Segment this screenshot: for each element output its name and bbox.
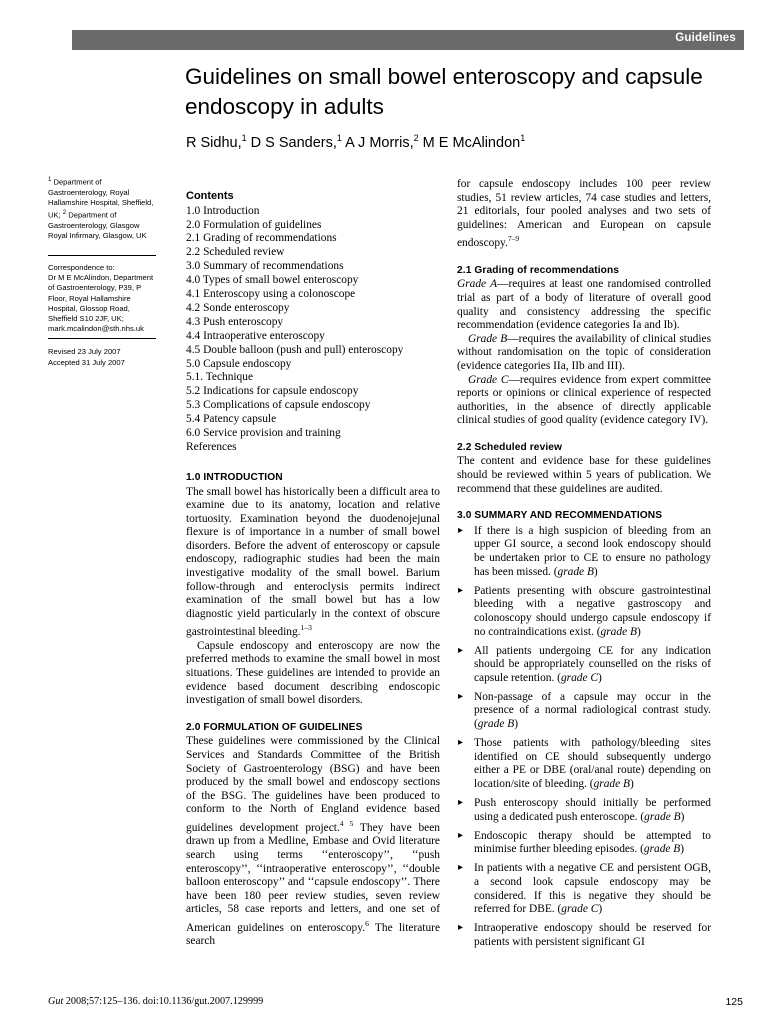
header-band-label: Guidelines xyxy=(675,32,736,44)
toc-item[interactable]: 1.0 Introduction xyxy=(186,204,260,217)
recommendation-item: ▸ Endoscopic therapy should be attempted to minimise further bleeding episodes. (grade B) xyxy=(457,830,711,857)
grade-b-paragraph: Grade B—requires the availability of clinical studies without randomisation on the topic of consideration (evidence categories IIa, IIb and III). xyxy=(457,332,712,372)
page-footer xyxy=(48,996,748,1007)
toc-item[interactable]: 5.4 Patency capsule xyxy=(186,413,277,426)
formulation-paragraph-continued: for capsule endoscopy includes 100 peer review studies, 51 review articles, 74 case studies and letters, 21 editorials, four pooled analyses and two sets of guidelines: American and European on capsule endoscopy.$^{7-9}$ xyxy=(457,178,711,250)
affiliation-block: $^1$ Department of Gastroenterology, Royal Hallamshire Hospital, Sheffield, UK; $^2$ Department of Gastroenterology, Glasgow Royal Infirmary, Glasgow, UK xyxy=(48,177,154,241)
toc-item[interactable]: 4.4 Intraoperative enteroscopy xyxy=(186,329,325,342)
toc-item[interactable]: 4.1 Enteroscopy using a colonoscope xyxy=(186,288,356,301)
toc-item[interactable]: 2.1 Grading of recommendations xyxy=(186,232,337,245)
recommendation-item: ▸ All patients undergoing CE for any indication should be appropriately counselled on the risks of capsule retention. (grade C) xyxy=(457,645,711,686)
recommendation-list xyxy=(457,525,711,950)
toc-item[interactable]: 4.2 Sonde enteroscopy xyxy=(186,301,290,314)
author-list: R Sidhu,$^1$ D S Sanders,$^1$ A J Morris,$^2$ M E McAlindon$^1$ xyxy=(186,133,526,151)
grade-a-paragraph: Grade A—requires at least one randomised controlled trial as part of a body of literature of overall good quality and consistency addressing the specific recommendation (evidence categories Ia and Ib). xyxy=(457,278,711,332)
toc-item[interactable]: 2.0 Formulation of guidelines xyxy=(186,218,322,231)
history-dates xyxy=(48,346,160,368)
toc-item[interactable]: References xyxy=(186,441,237,453)
recommendation-item: ▸ Non-passage of a capsule may occur in the presence of a normal radiological contrast study. (grade B) xyxy=(457,691,711,732)
toc-item[interactable]: 5.3 Complications of capsule endoscopy xyxy=(186,399,371,412)
toc-item[interactable]: 3.0 Summary of recommendations xyxy=(186,260,344,273)
recommendation-item: ▸ Patients presenting with obscure gastrointestinal bleeding with a negative gastroscopy and colonoscopy should undergo capsule endoscopy if no contraindications exist. (grade B) xyxy=(457,585,711,639)
recommendation-item: ▸ Push enteroscopy should initially be performed using a dedicated push enteroscope. (grade B) xyxy=(457,797,711,824)
toc-item[interactable]: 5.0 Capsule endoscopy xyxy=(186,357,292,370)
intro-paragraph-2: Capsule endoscopy and enteroscopy are now the preferred methods to examine the small bowel in most situations. These guidelines are intended to provide an evidence based document describing endoscopic investigation of small bowel disorders. xyxy=(186,639,440,707)
contents-heading: Contents xyxy=(186,190,234,202)
column-left xyxy=(186,190,440,949)
recommendation-item: ▸ In patients with a negative CE and persistent OGB, a second look capsule endoscopy may be considered. If this is negative they should be referred for DBE. (grade C) xyxy=(457,862,711,916)
toc-item[interactable]: 4.3 Push enteroscopy xyxy=(186,315,284,328)
table-of-contents xyxy=(186,205,440,455)
accepted-date: Accepted 31 July 2007 xyxy=(48,358,125,367)
intro-paragraph-1: The small bowel has historically been a difficult area to examine due to its anatomy, location and relative tortuosity. Examination beyond the duodenojejunal flexure is of importance in a number of small bowel disorders. Before the advent of enteroscopy or capsule endoscopy, radiographic studies had been the main investigative modality of the small bowel. Barium follow-through and enteroclysis permits indirect examination of the small bowel but has a low diagnostic yield particularly in the context of obscure gastrointestinal bleeding.$^{1-3}$ xyxy=(186,485,440,639)
journal-name: Gut xyxy=(48,996,64,1007)
correspondence-block xyxy=(48,263,160,334)
page-title: Guidelines on small bowel enteroscopy and capsule endoscopy in adults xyxy=(185,64,703,119)
revised-date: Revised 23 July 2007 xyxy=(48,347,121,356)
toc-item[interactable]: 5.2 Indications for capsule endoscopy xyxy=(186,385,359,398)
correspondence-address: Dr M E McAlindon, Department of Gastroenterology, P39, P Floor, Royal Hallamshire Hospital, Glossop Road, Sheffield S10 2JF, UK; mark.mcalindon@sth.nhs.uk xyxy=(48,273,154,334)
margin-divider-2 xyxy=(48,338,156,339)
recommendation-item: ▸ Those patients with pathology/bleeding sites identified on CE should subsequently undergo either a PE or DBE (oral/anal route) depending on location/site of bleeding. (grade B) xyxy=(457,737,711,791)
header-band xyxy=(72,30,744,50)
section-heading-grading: 2.1 Grading of recommendations xyxy=(457,264,620,276)
journal-citation: 2008;57:125–136. doi:10.1136/gut.2007.129999 xyxy=(65,996,264,1007)
section-heading-summary: 3.0 SUMMARY AND RECOMMENDATIONS xyxy=(457,510,663,522)
section-heading-formulation: 2.0 FORMULATION OF GUIDELINES xyxy=(186,721,363,733)
margin-divider-1 xyxy=(48,255,156,256)
correspondence-label: Correspondence to: xyxy=(48,263,115,272)
toc-item[interactable]: 6.0 Service provision and training xyxy=(186,427,341,440)
toc-item[interactable]: 4.0 Types of small bowel enteroscopy xyxy=(186,274,359,287)
section-heading-scheduled-review: 2.2 Scheduled review xyxy=(457,441,563,453)
column-right xyxy=(457,178,711,955)
recommendation-item: ▸ Intraoperative endoscopy should be reserved for patients with persistent significant GI xyxy=(457,922,711,949)
toc-item[interactable]: 5.1. Technique xyxy=(186,371,254,384)
formulation-paragraph-1: These guidelines were commissioned by the Clinical Services and Standards Committee of the British Society of Gastroenterology (BSG) and have been produced by the small bowel and endoscopy sections of the BSG. The guidelines have been produced to conform to the North of England evidence based guidelines development project.$^{4 5}$ They have been drawn up from a Medline, Embase and Ovid literature search using terms ‘‘enteroscopy’’, ‘‘push enteroscopy’’, ‘‘intraoperative enteroscopy’’, ‘‘double balloon enteroscopy’’ and ‘‘capsule endoscopy’’. There have been 180 peer review studies, seven review articles, 58 case reports and letters, and one set of American guidelines on enteroscopy.$^6$ The literature search xyxy=(186,735,440,948)
toc-item[interactable]: 2.2 Scheduled review xyxy=(186,246,285,259)
grade-c-paragraph: Grade C—requires evidence from expert committee reports or opinions or clinical experience of respected authorities, in the absence of directly applicable clinical studies of good quality (evidence category IV). xyxy=(457,373,711,427)
toc-item[interactable]: 4.5 Double balloon (push and pull) enteroscopy xyxy=(186,343,404,356)
scheduled-review-paragraph: The content and evidence base for these guidelines should be reviewed within 5 years of publication. We recommend that these guidelines are audited. xyxy=(457,455,711,495)
section-heading-introduction: 1.0 INTRODUCTION xyxy=(186,471,283,483)
recommendation-item: ▸ If there is a high suspicion of bleeding from an upper GI source, a second look endoscopy should be undertaken prior to CE to ensure no pathology has been missed. (grade B) xyxy=(457,525,711,579)
page-number: 125 xyxy=(725,996,743,1008)
